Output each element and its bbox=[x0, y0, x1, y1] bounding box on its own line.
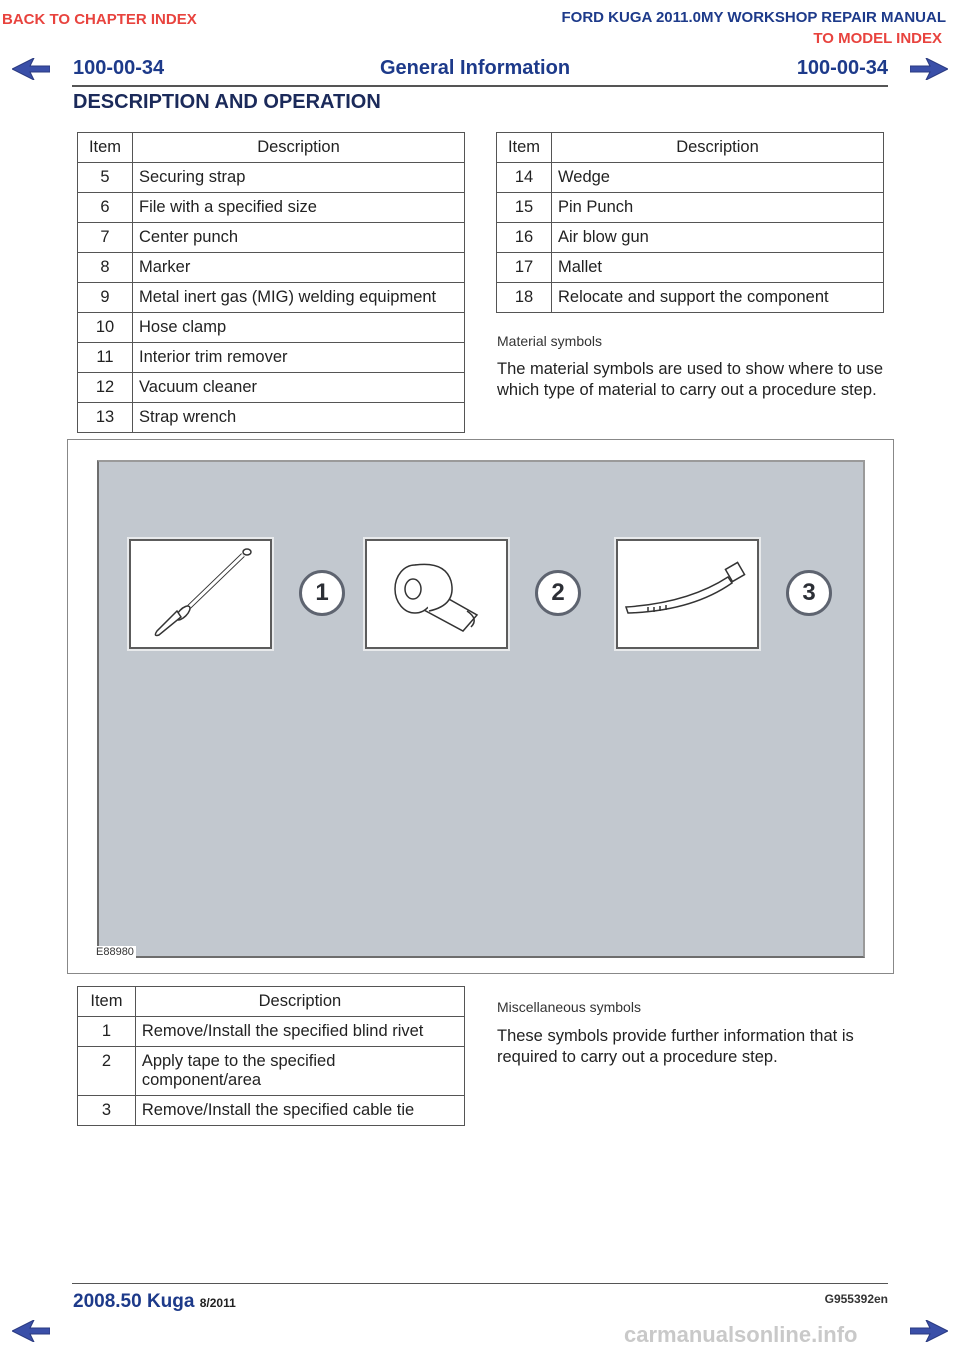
footer-rule bbox=[72, 1283, 888, 1284]
item-number: 14 bbox=[497, 163, 552, 193]
callout-2: 2 bbox=[535, 570, 581, 616]
item-description: Strap wrench bbox=[133, 403, 465, 433]
previous-page-arrow-icon[interactable] bbox=[12, 58, 50, 80]
table-row bbox=[78, 1017, 465, 1047]
item-number: 8 bbox=[78, 253, 133, 283]
item-number: 13 bbox=[78, 403, 133, 433]
table-row bbox=[78, 193, 465, 223]
item-description: Pin Punch bbox=[552, 193, 884, 223]
header-rule bbox=[72, 85, 888, 87]
callout-1: 1 bbox=[299, 570, 345, 616]
table-row bbox=[78, 1047, 465, 1096]
table-row bbox=[78, 223, 465, 253]
cable-tie-symbol bbox=[616, 539, 759, 649]
column-header-description: Description bbox=[552, 133, 884, 163]
table-row bbox=[78, 1096, 465, 1126]
table-row bbox=[497, 163, 884, 193]
column-header-item: Item bbox=[78, 133, 133, 163]
footer-model bbox=[73, 1291, 236, 1313]
item-description: Hose clamp bbox=[133, 313, 465, 343]
figure-id: E88980 bbox=[96, 946, 134, 958]
item-description: Wedge bbox=[552, 163, 884, 193]
item-description: Metal inert gas (MIG) welding equipment bbox=[133, 283, 465, 313]
item-description: Mallet bbox=[552, 253, 884, 283]
item-description: Marker bbox=[133, 253, 465, 283]
watermark: carmanualsonline.info bbox=[624, 1322, 858, 1347]
item-number: 9 bbox=[78, 283, 133, 313]
table-row bbox=[78, 253, 465, 283]
item-description: Remove/Install the specified blind rivet bbox=[135, 1017, 464, 1047]
table-row bbox=[78, 373, 465, 403]
to-model-index-link[interactable]: TO MODEL INDEX bbox=[813, 30, 942, 47]
misc-symbols-text: These symbols provide further information that is required to carry out a procedure step. bbox=[497, 1027, 854, 1066]
misc-symbols-heading: Miscellaneous symbols bbox=[497, 999, 641, 1015]
footer-next-page-arrow-icon[interactable] bbox=[910, 1320, 948, 1342]
next-page-arrow-icon[interactable] bbox=[910, 58, 948, 80]
items-table-left bbox=[77, 132, 465, 433]
material-symbols-text: The material symbols are used to show where to use which type of material to carry out a procedure step. bbox=[497, 360, 884, 399]
item-description: Interior trim remover bbox=[133, 343, 465, 373]
page-title: General Information bbox=[380, 57, 571, 79]
item-number: 10 bbox=[78, 313, 133, 343]
section-title: DESCRIPTION AND OPERATION bbox=[73, 91, 381, 113]
item-number: 1 bbox=[78, 1017, 136, 1047]
page-number-left: 100-00-34 bbox=[73, 57, 165, 79]
footer-model-name: 2008.50 Kuga bbox=[73, 1291, 195, 1312]
item-description: Vacuum cleaner bbox=[133, 373, 465, 403]
item-number: 16 bbox=[497, 223, 552, 253]
item-number: 6 bbox=[78, 193, 133, 223]
table-row bbox=[78, 163, 465, 193]
table-row bbox=[78, 343, 465, 373]
item-number: 5 bbox=[78, 163, 133, 193]
manual-title: FORD KUGA 2011.0MY WORKSHOP REPAIR MANUAL bbox=[561, 9, 946, 26]
table-row bbox=[497, 283, 884, 313]
tape-roll-icon bbox=[367, 541, 506, 647]
material-symbols-table bbox=[77, 986, 465, 1126]
item-number: 11 bbox=[78, 343, 133, 373]
cable-tie-icon bbox=[618, 541, 757, 647]
table-row bbox=[497, 223, 884, 253]
item-description: Air blow gun bbox=[552, 223, 884, 253]
item-number: 15 bbox=[497, 193, 552, 223]
item-number: 2 bbox=[78, 1047, 136, 1096]
table-row bbox=[497, 253, 884, 283]
item-number: 17 bbox=[497, 253, 552, 283]
blind-rivet-icon bbox=[131, 541, 270, 647]
table-row bbox=[78, 283, 465, 313]
blind-rivet-symbol bbox=[129, 539, 272, 649]
table-row bbox=[78, 313, 465, 343]
item-number: 18 bbox=[497, 283, 552, 313]
column-header-item: Item bbox=[497, 133, 552, 163]
footer-doc-id: G955392en bbox=[824, 1292, 888, 1306]
items-table-right bbox=[496, 132, 884, 313]
footer-date: 8/2011 bbox=[199, 1296, 236, 1310]
table-row bbox=[497, 193, 884, 223]
item-number: 12 bbox=[78, 373, 133, 403]
item-description: Apply tape to the specified component/area bbox=[135, 1047, 464, 1096]
item-description: Center punch bbox=[133, 223, 465, 253]
item-description: Securing strap bbox=[133, 163, 465, 193]
column-header-description: Description bbox=[133, 133, 465, 163]
figure-panel bbox=[97, 460, 865, 958]
tape-roll-symbol bbox=[365, 539, 508, 649]
page-number-right: 100-00-34 bbox=[796, 57, 888, 79]
table-row bbox=[78, 403, 465, 433]
item-number: 3 bbox=[78, 1096, 136, 1126]
material-symbols-heading: Material symbols bbox=[497, 333, 603, 349]
column-header-description: Description bbox=[135, 987, 464, 1017]
item-description: Remove/Install the specified cable tie bbox=[135, 1096, 464, 1126]
item-description: Relocate and support the component bbox=[552, 283, 884, 313]
item-description: File with a specified size bbox=[133, 193, 465, 223]
footer-previous-page-arrow-icon[interactable] bbox=[12, 1320, 50, 1342]
item-number: 7 bbox=[78, 223, 133, 253]
column-header-item: Item bbox=[78, 987, 136, 1017]
back-to-chapter-index-link[interactable]: BACK TO CHAPTER INDEX bbox=[2, 11, 197, 28]
callout-3: 3 bbox=[786, 570, 832, 616]
